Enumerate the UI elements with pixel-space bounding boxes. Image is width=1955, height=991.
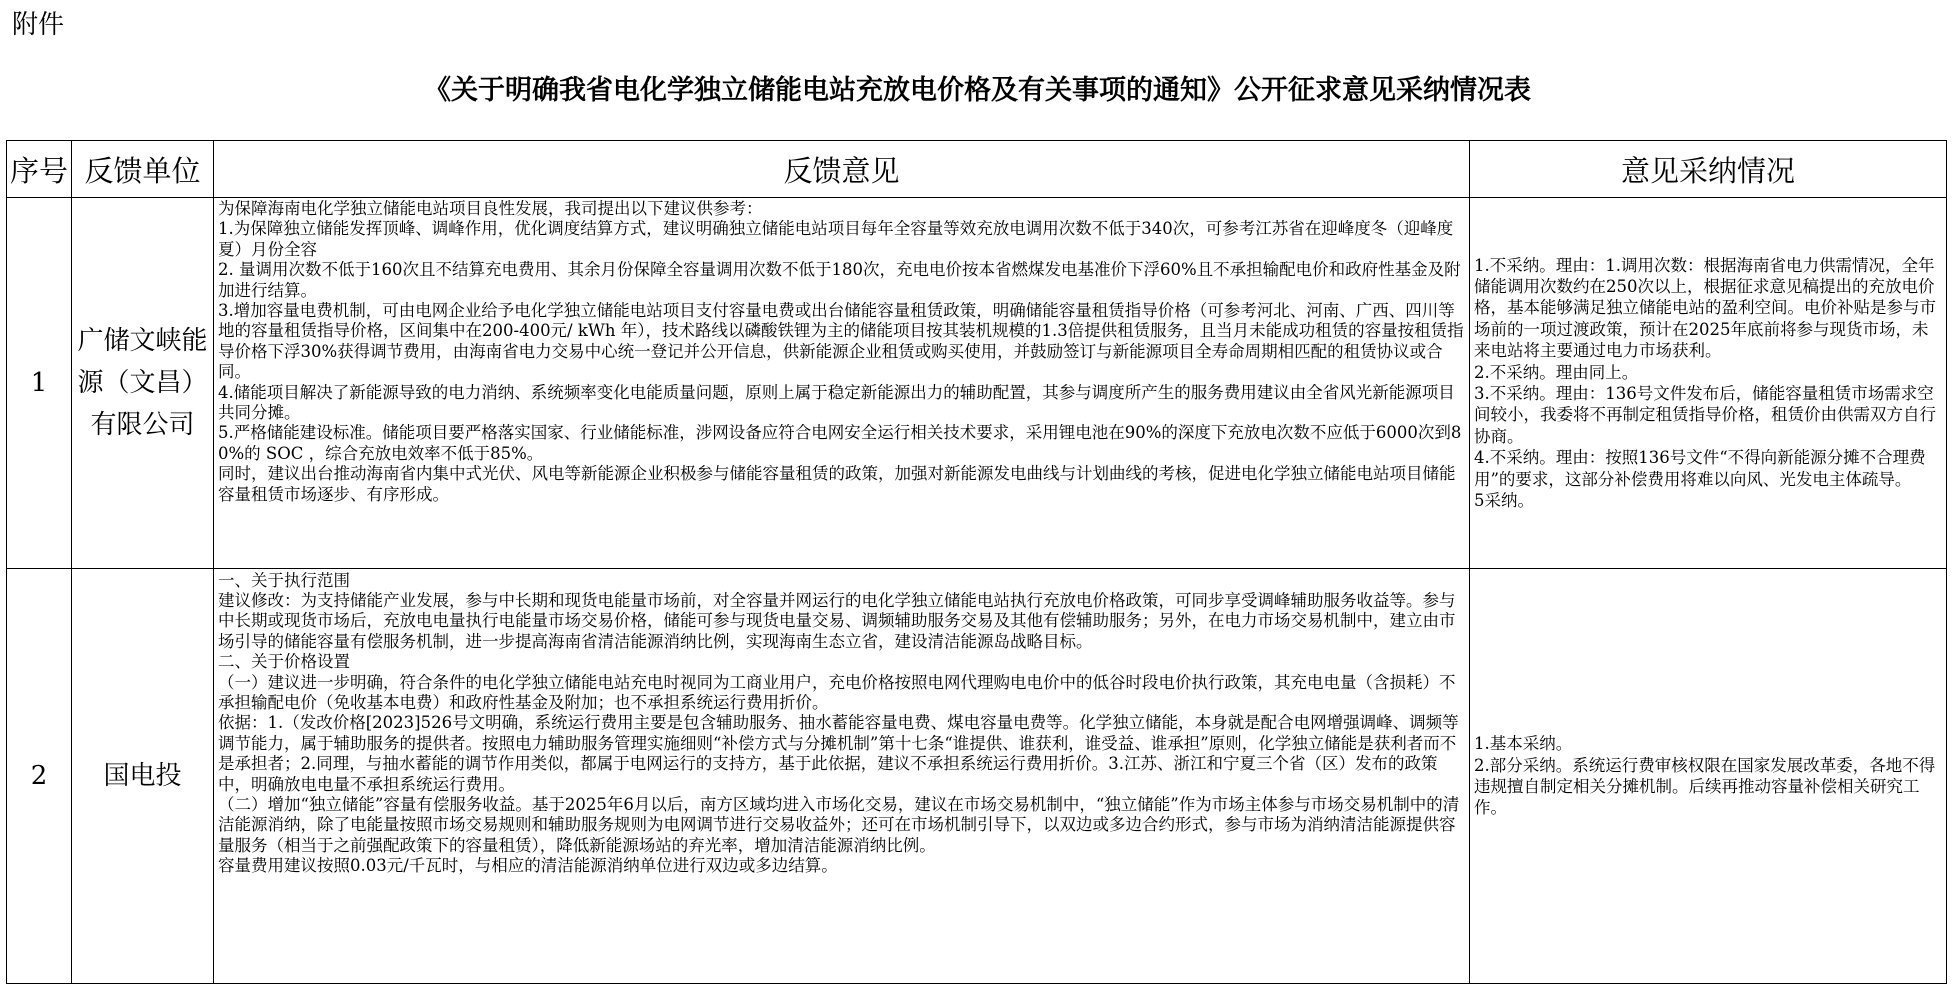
opinion-paragraph: 容量费用建议按照0.03元/千瓦时，与相应的清洁能源消纳单位进行双边或多边结算。 bbox=[218, 856, 838, 876]
opinion-paragraph: （一）建议进一步明确，符合条件的电化学独立储能电站充电时视同为工商业用户，充电价格按照电网代理购电电价中的低谷时段电价执行政策，其充电电量（含损耗）不承担输配电价（免收基本电费）和政府性基金及附加；也不承担系统运行费用折价。 bbox=[218, 672, 1456, 712]
adoption-item: 1.不采纳。理由：1.调用次数：根据海南省电力供需情况，全年储能调用次数约在250次以上，根据征求意见稿提出的充放电价格，基本能够满足独立储能电站的盈利空间。电价补贴是参与市场前的一项过渡政策，预计在2025年底前将参与现货市场，未来电站将主要通过电力市场获利。 bbox=[1474, 255, 1936, 361]
opinion-paragraph: 二、关于价格设置 bbox=[218, 652, 350, 672]
adoption-item: 1.基本采纳。 bbox=[1474, 734, 1573, 754]
opinion-paragraph: （二）增加“独立储能”容量有偿服务收益。基于2025年6月以后，南方区域均进入市场化交易，建议在市场交易机制中，“独立储能”作为市场主体参与市场交易机制中的清洁能源消纳，除了电能量按照市场交易规则和辅助服务规则为电网调节进行交易收益外；还可在市场机制引导下，以双边或多边合约形式，参与市场为消纳清洁能源提供容量服务（相当于之前强配政策下的容量租赁），降低新能源场站的弃光率，增加清洁能源消纳比例。 bbox=[218, 794, 1460, 855]
adoption-item: 2.不采纳。理由同上。 bbox=[1474, 362, 1639, 382]
attachment-label: 附件 bbox=[12, 10, 65, 40]
table-header-row bbox=[7, 141, 1947, 198]
table-row bbox=[7, 569, 1947, 984]
row-opinion bbox=[214, 198, 1470, 569]
opinion-paragraph: 1.为保障独立储能发挥顶峰、调峰作用，优化调度结算方式，建议明确独立储能电站项目每年全容量等效充放电调用次数不低于340次，可参考江苏省在迎峰度冬（迎峰度夏）月份全容 bbox=[218, 219, 1454, 259]
adoption-item: 3.不采纳。理由：136号文件发布后，储能容量租赁市场需求空间较小，我委将不再制定租赁指导价格，租赁价由供需双方自行协商。 bbox=[1474, 384, 1936, 446]
adoption-item: 4.不采纳。理由：按照136号文件“不得向新能源分摊不合理费用”的要求，这部分补偿费用将难以向风、光发电主体疏导。 bbox=[1474, 448, 1926, 489]
opinion-paragraph: 为保障海南电化学独立储能电站项目良性发展，我司提出以下建议供参考： bbox=[218, 199, 763, 218]
row-adoption bbox=[1470, 198, 1947, 569]
row-seq: 2 bbox=[7, 569, 72, 984]
row-unit: 广储文峡能源（文昌）有限公司 bbox=[72, 198, 214, 569]
header-unit: 反馈单位 bbox=[72, 141, 214, 198]
row-seq: 1 bbox=[7, 198, 72, 569]
opinion-paragraph: 3.增加容量电费机制，可由电网企业给予电化学独立储能电站项目支付容量电费或出台储能容量租赁政策，明确储能容量租赁指导价格（可参考河北、河南、广西、四川等地的容量租赁指导价格，区间集中在200-400元/ kWh 年），技术路线以磷酸铁锂为主的储能项目按其装机规模的1.3倍提供租赁服务，且当月未能成功租赁的容量按租赁指导价格下浮30%获得调节费用，由海南省电力交易中心统一登记并公开信息，供新能源企业租赁或购买使用，并鼓励签订与新能源项目全寿命周期相匹配的租赁协议或合同。 bbox=[218, 301, 1464, 382]
opinion-paragraph: 同时，建议出台推动海南省内集中式光伏、风电等新能源企业积极参与储能容量租赁的政策，加强对新能源发电曲线与计划曲线的考核，促进电化学独立储能电站项目储能容量租赁市场逐步、有序形成。 bbox=[218, 464, 1456, 504]
header-adoption: 意见采纳情况 bbox=[1470, 141, 1947, 198]
header-seq: 序号 bbox=[7, 141, 72, 198]
opinion-paragraph: 依据：1.（发改价格[2023]526号文明确，系统运行费用主要是包含辅助服务、抽水蓄能容量电费、煤电容量电费等。化学独立储能，本身就是配合电网增强调峰、调频等调节能力，属于辅助服务的提供者。按照电力辅助服务管理实施细则“补偿方式与分摊机制”第十七条“谁提供、谁获利，谁受益、谁承担”原则，化学独立储能是获利者而不是承担者；2.同理，与抽水蓄能的调节作用类似，都属于电网运行的支持方，基于此依据，建议不承担系统运行费用折价。3.江苏、浙江和宁夏三个省（区）发布的政策中，明确放电电量不承担系统运行费用。 bbox=[218, 713, 1459, 794]
header-opinion: 反馈意见 bbox=[214, 141, 1470, 198]
document-title: 《关于明确我省电化学独立储能电站充放电价格及有关事项的通知》公开征求意见采纳情况表 bbox=[424, 75, 1531, 106]
opinion-paragraph: 5.严格储能建设标准。储能项目要严格落实国家、行业储能标准，涉网设备应符合电网安全运行相关技术要求，采用锂电池在90%的深度下充放电次数不应低于6000次到80%的 SOC ，综合充放电效率不低于85%。 bbox=[218, 423, 1462, 463]
opinion-paragraph: 建议修改：为支持储能产业发展，参与中长期和现货电能量市场前，对全容量并网运行的电化学独立储能电站执行充放电价格政策，可同步享受调峰辅助服务收益等。参与中长期或现货市场后，充放电电量执行电能量市场交易价格，储能可参与现货电量交易、调频辅助服务交易及其他有偿辅助服务；另外，在电力市场交易机制中，建立由市场引导的储能容量有偿服务机制，进一步提高海南省清洁能源消纳比例，实现海南生态立省，建设清洁能源岛战略目标。 bbox=[218, 590, 1456, 651]
opinion-paragraph: 4.储能项目解决了新能源导致的电力消纳、系统频率变化电能质量问题，原则上属于稳定新能源出力的辅助配置，其参与调度所产生的服务费用建议由全省风光新能源项目共同分摊。 bbox=[218, 382, 1455, 423]
opinion-paragraph: 一、关于执行范围 bbox=[218, 570, 350, 590]
adoption-item: 5采纳。 bbox=[1474, 491, 1534, 511]
row-unit: 国电投 bbox=[72, 569, 214, 984]
opinion-paragraph: 2. 量调用次数不低于160次且不结算充电费用、其余月份保障全容量调用次数不低于180次，充电电价按本省燃煤发电基准价下浮60%且不承担输配电价和政府性基金及附加进行结算。 bbox=[218, 260, 1461, 300]
table-row bbox=[7, 198, 1947, 569]
feedback-table bbox=[6, 140, 1947, 984]
row-adoption bbox=[1470, 569, 1947, 984]
adoption-item: 2.部分采纳。系统运行费审核权限在国家发展改革委，各地不得违规擅自制定相关分摊机制。后续再推动容量补偿相关研究工作。 bbox=[1474, 755, 1936, 818]
row-opinion bbox=[214, 569, 1470, 984]
